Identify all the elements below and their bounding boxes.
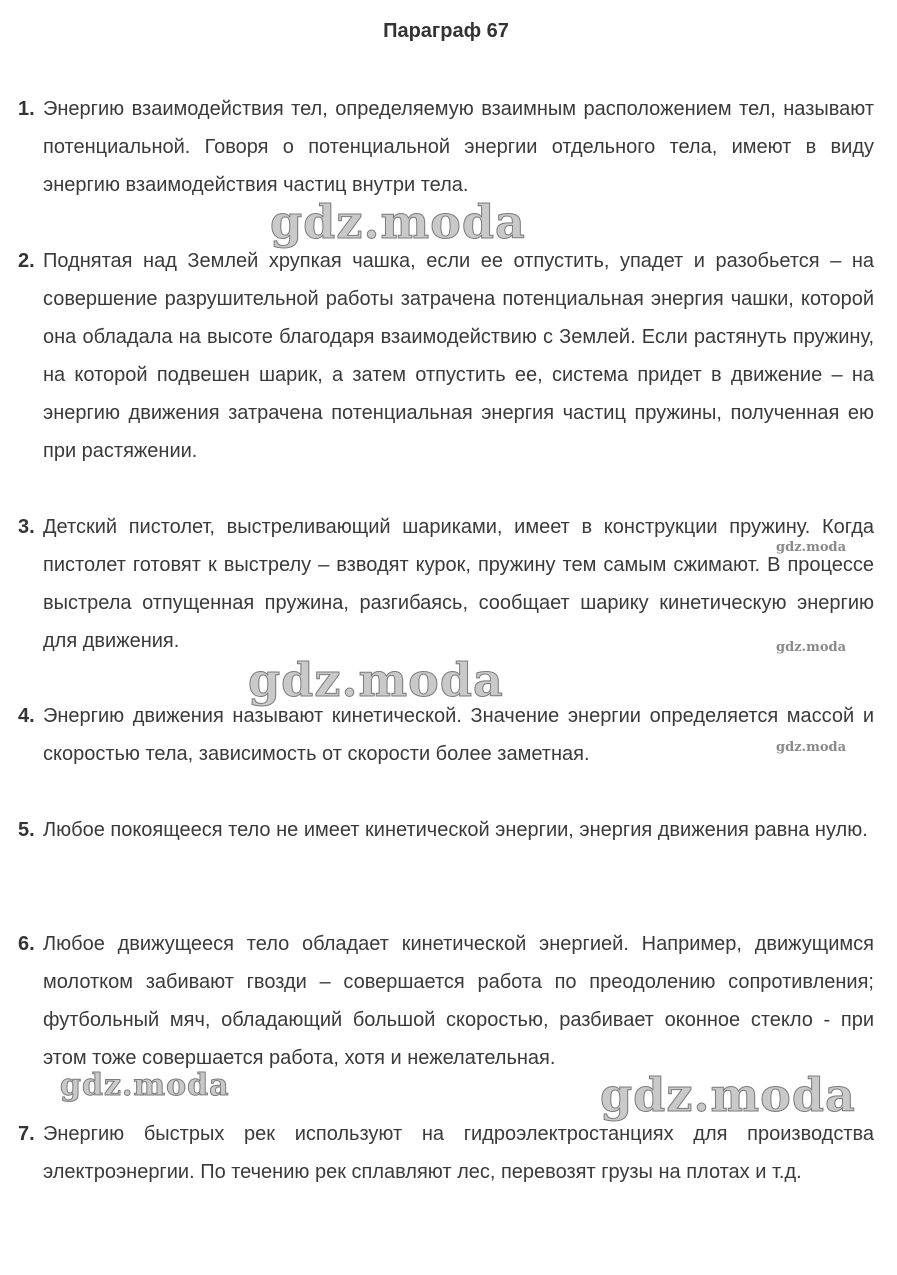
watermark: gdz.moda <box>270 195 526 249</box>
list-item-6 <box>18 925 874 1077</box>
list-item-4 <box>18 697 874 773</box>
item-text: Детский пистолет, выстреливающий шариками, имеет в конструкции пружину. Когда пистолет готовят к выстрелу – взводят курок, пружину тем самым сжимают. В процессе выстрела отпущенная пружина, разгибаясь, сообщает шарику кинетическую энергию для движения. <box>43 516 874 652</box>
item-number: 1. <box>18 98 35 120</box>
item-number: 6. <box>18 933 35 955</box>
item-number: 5. <box>18 819 35 841</box>
list-item-7 <box>18 1115 874 1191</box>
item-number: 4. <box>18 705 35 727</box>
list-item-1 <box>18 90 874 204</box>
list-item-5 <box>18 811 874 849</box>
item-text: Любое покоящееся тело не имеет кинетической энергии, энергия движения равна нулю. <box>43 819 868 841</box>
item-text: Энергию быстрых рек используют на гидроэлектростанциях для производства электроэнергии. По течению рек сплавляют лес, перевозят грузы на плотах и т.д. <box>43 1123 874 1183</box>
watermark: gdz.moda <box>60 1068 230 1103</box>
item-text: Любое движущееся тело обладает кинетической энергией. Например, движущимся молотком забивают гвозди – совершается работа по преодолению сопротивления; футбольный мяч, обладающий большой скоростью, разбивает оконное стекло - при этом тоже совершается работа, хотя и нежелательная. <box>43 933 874 1069</box>
item-text: Энергию движения называют кинетической. Значение энергии определяется массой и скоростью тела, зависимость от скорости более заметная. <box>43 705 874 765</box>
watermark: gdz.moda <box>776 740 847 755</box>
item-number: 2. <box>18 250 35 272</box>
item-text: Энергию взаимодействия тел, определяемую взаимным расположением тел, называют потенциальной. Говоря о потенциальной энергии отдельного тела, имеют в виду энергию взаимодействия частиц внутри тела. <box>43 98 874 196</box>
watermark: gdz.moda <box>776 640 847 655</box>
item-number: 7. <box>18 1123 35 1145</box>
watermark: gdz.moda <box>600 1068 856 1122</box>
item-number: 3. <box>18 516 35 538</box>
watermark: gdz.moda <box>776 540 847 555</box>
item-text: Поднятая над Землей хрупкая чашка, если ее отпустить, упадет и разобьется – на совершение разрушительной работы затрачена потенциальная энергия чашки, которой она обладала на высоте благодаря взаимодействию с Землей. Если растянуть пружину, на которой подвешен шарик, а затем отпустить ее, система придет в движение – на энергию движения затрачена потенциальная энергия частиц пружины, полученная ею при растяжении. <box>43 250 874 462</box>
page-title: Параграф 67 <box>383 20 509 42</box>
list-item-2 <box>18 242 874 470</box>
list-item-3 <box>18 508 874 660</box>
watermark: gdz.moda <box>248 653 504 707</box>
